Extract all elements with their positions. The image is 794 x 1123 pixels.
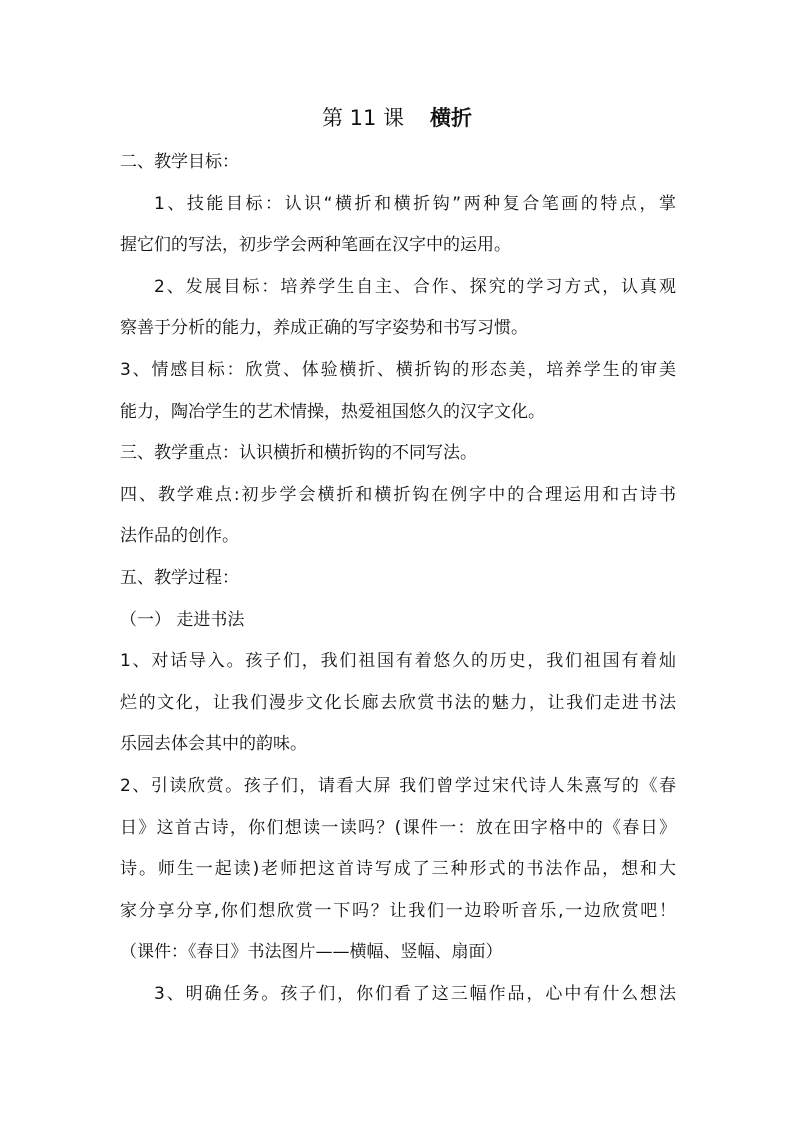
paragraph-line: 法作品的创作。 (120, 526, 239, 547)
paragraph-line: 握它们的写法，初步学会两种笔画在汉字中的运用。 (120, 235, 511, 256)
lesson-name: 横折 (430, 106, 473, 130)
paragraph-line: 能力，陶冶学生的艺术情操，热爱祖国悠久的汉字文化。 (120, 401, 545, 422)
section-heading-objectives: 二、教学目标： (120, 152, 239, 172)
paragraph-line: 家分享分享,你们想欣赏一下吗？让我们一边聆听音乐,一边欣赏吧！ (120, 900, 676, 921)
paragraph-line: （课件：《春日》书法图片——横幅、竖幅、扇面） (120, 942, 503, 963)
paragraph-line: 烂的文化，让我们漫步文化长廊去欣赏书法的魅力，让我们走进书法 (120, 692, 676, 713)
paragraph-line: 2、发展目标：培养学生自主、合作、探究的学习方式，认真观 (154, 276, 676, 297)
paragraph-line: 3、情感目标：欣赏、体验横折、横折钩的形态美，培养学生的审美 (120, 359, 676, 380)
paragraph-line: 1、技能目标：认识“横折和横折钩”两种复合笔画的特点，掌 (154, 193, 676, 214)
document-body (120, 142, 676, 1015)
paragraph-line: 3、明确任务。孩子们，你们看了这三幅作品，心中有什么想法 (154, 983, 676, 1004)
paragraph-line: 察善于分析的能力，养成正确的写字姿势和书写习惯。 (120, 318, 528, 339)
paragraph-line: 1、对话导入。孩子们，我们祖国有着悠久的历史，我们祖国有着灿 (120, 651, 676, 672)
lesson-number: 第 11 课 (321, 106, 405, 130)
section-heading-difficulties: 四、教学难点:初步学会横折和横折钩在例字中的合理运用和古诗书 (120, 484, 676, 505)
paragraph-line: 乐园去体会其中的韵味。 (120, 734, 307, 755)
paragraph-line: 2、引读欣赏。孩子们，请看大屏 我们曾学过宋代诗人朱熹写的《春 (120, 775, 676, 796)
subsection-heading: （一） 走进书法 (120, 609, 245, 630)
page-title (0, 101, 794, 135)
section-heading-key-points: 三、教学重点：认识横折和横折钩的不同写法。 (120, 443, 477, 464)
section-heading-process: 五、教学过程： (120, 567, 239, 588)
paragraph-line: 日》这首古诗，你们想读一读吗？(课件一：放在田字格中的《春日》 (120, 817, 676, 838)
paragraph-line: 诗。师生一起读)老师把这首诗写成了三种形式的书法作品，想和大 (120, 859, 676, 880)
